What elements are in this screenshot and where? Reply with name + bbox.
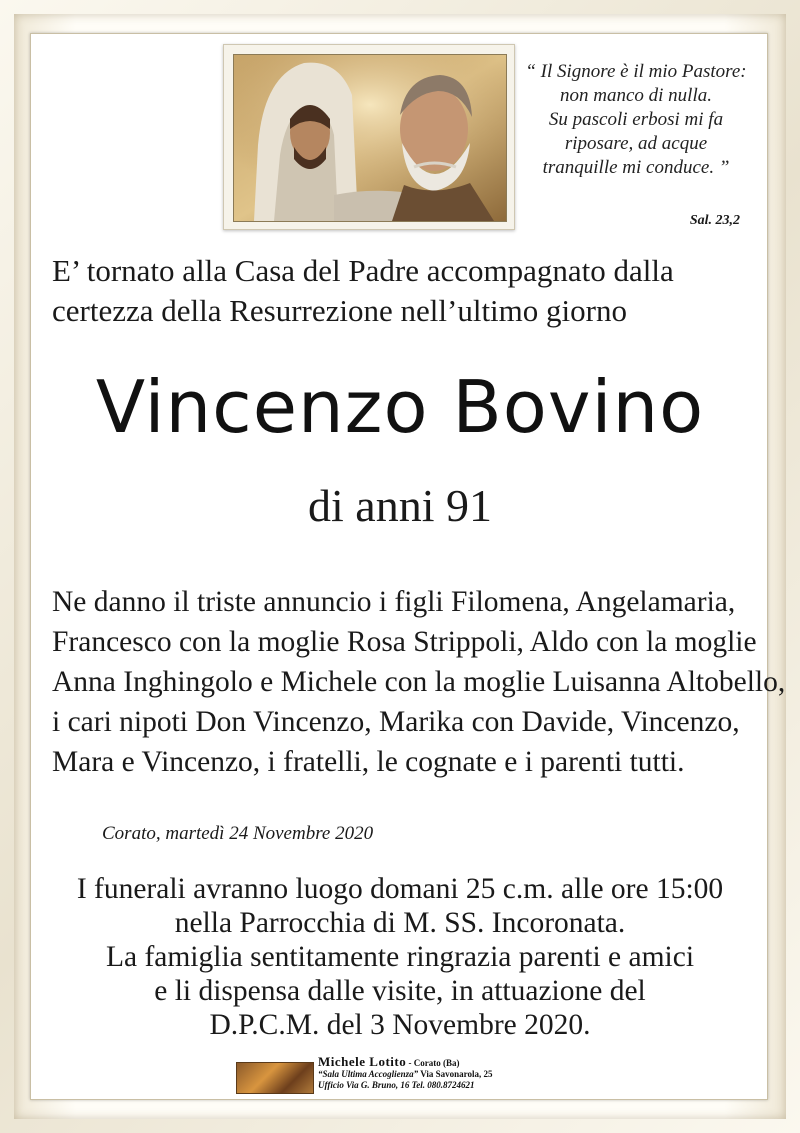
- funeral-info: [0, 872, 800, 1042]
- announcement-line: Anna Inghingolo e Michele con la moglie Luisanna Altobello,: [52, 666, 786, 698]
- intro-text: [52, 251, 772, 331]
- announcement-line: i cari nipoti Don Vincenzo, Marika con Davide, Vincenzo,: [52, 706, 740, 738]
- intro-line-2: certezza della Resurrezione nell’ultimo giorno: [52, 293, 627, 328]
- funeral-home-hall-address: Via Savonarola, 25: [418, 1069, 493, 1079]
- funeral-home-office: Ufficio Via G. Bruno, 16 Tel. 080.8724621: [318, 1080, 475, 1090]
- quote-line: tranquille mi conduce. ”: [542, 157, 730, 178]
- announcement-line: Ne danno il triste annuncio i figli Filomena, Angelamaria,: [52, 586, 736, 618]
- funeral-home-hall: “Sala Ultima Accoglienza”: [318, 1069, 419, 1079]
- funeral-home-city: - Corato (Ba): [406, 1058, 460, 1068]
- quote-line: riposare, ad acque: [564, 133, 708, 154]
- funeral-line: D.P.C.M. del 3 Novembre 2020.: [209, 1009, 591, 1041]
- deceased-age: di anni 91: [308, 480, 492, 531]
- place-date: Corato, martedì 24 Novembre 2020: [102, 823, 374, 844]
- funeral-line: I funerali avranno luogo domani 25 c.m. alle ore 15:00: [76, 873, 724, 905]
- quote-reference: Sal. 23,2: [689, 213, 740, 228]
- funeral-home-logo-icon: [236, 1062, 314, 1094]
- psalm-quote: [520, 60, 752, 180]
- religious-portrait-image: [233, 54, 507, 222]
- photo-frame: [223, 44, 515, 230]
- quote-line: “ Il Signore è il mio Pastore:: [525, 61, 747, 82]
- intro-line-1: E’ tornato alla Casa del Padre accompagnato dalla: [52, 253, 674, 288]
- quote-line: non manco di nulla.: [560, 85, 712, 106]
- quote-line: Su pascoli erbosi mi fa: [548, 109, 724, 130]
- deceased-name: Vincenzo Bovino: [95, 365, 705, 449]
- announcement-text: [52, 582, 786, 782]
- funeral-line: e li dispensa dalle visite, in attuazione del: [154, 975, 646, 1007]
- funeral-home-footer: [236, 1056, 576, 1096]
- funeral-line: nella Parrocchia di M. SS. Incoronata.: [174, 907, 626, 939]
- funeral-home-details: [318, 1056, 578, 1091]
- funeral-line: La famiglia sentitamente ringrazia parenti e amici: [105, 941, 695, 973]
- announcement-line: Francesco con la moglie Rosa Strippoli, Aldo con la moglie: [52, 626, 757, 658]
- funeral-home-name: Michele Lotito: [318, 1054, 407, 1069]
- announcement-line: Mara e Vincenzo, i fratelli, le cognate e i parenti tutti.: [52, 746, 685, 778]
